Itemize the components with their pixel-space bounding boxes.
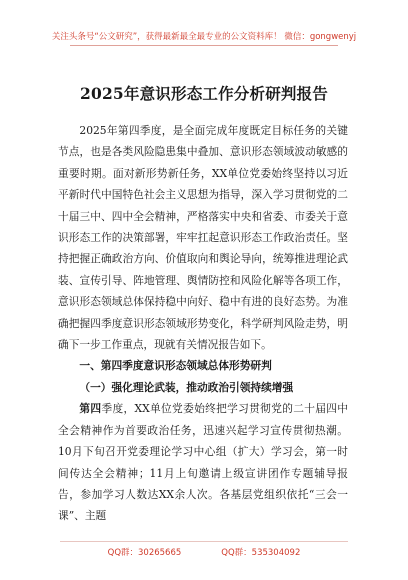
body-paragraph (58, 398, 348, 526)
header-divider (70, 45, 338, 46)
section-heading: 一、第四季度意识形态领域总体形势研判 (79, 359, 272, 373)
document-title: 2025年意识形态工作分析研判报告 (79, 84, 329, 103)
footer-qq-group-1: QQ群：30265665 (107, 548, 182, 558)
footer-qq-group-2: QQ群：535304092 (221, 548, 301, 558)
footer (0, 546, 408, 558)
document-body (58, 120, 348, 527)
intro-paragraph: 2025年第四季度，是全面完成年度既定目标任务的关键节点，也是各类风险隐患集中叠加、意识形态领域波动敏感的重要时期。面对新形势新任务，XX单位党委始终坚持以习近平新时代中国特色社会主义思想为指导，深入学习贯彻党的二十届三中、四中全会精神，严格落实中央和省委、市委关于意识形态工作的决策部署，牢牢扛起意识形态工作政治责任。坚持把握正确政治方向、价值取向和舆论导向，统筹推进理论武装、宣传引导、阵地管理、舆情防控和风险化解等各项工作，意识形态领域总体保持稳中向好、稳中有进的良好态势。为准确把握四季度意识形态领域形势变化，科学研判风险走势，明确下一步工作重点，现就有关情况报告如下。 (58, 124, 348, 352)
header-promo-note: 关注头条号“公文研究”，获得最新最全最专业的公文资料库！ 微信：gongwenyj (51, 32, 357, 42)
paragraph-lead: 第四 (79, 402, 102, 416)
paragraph-text: 季度，XX单位党委始终把学习贯彻党的二十届四中全会精神作为首要政治任务，迅速兴起学习宣传贯彻热潮。10月下旬召开党委理论学习中心组（扩大）学习会，第一时间传达全会精神；11月上旬邀请上级宣讲团作专题辅导报告，参加学习人数达XX余人次。各基层党组织依托“三会一课”、主题 (58, 402, 348, 523)
subsection-heading: （一）强化理论武装，推动政治引领持续增强 (79, 380, 294, 394)
footer-divider (60, 541, 348, 542)
